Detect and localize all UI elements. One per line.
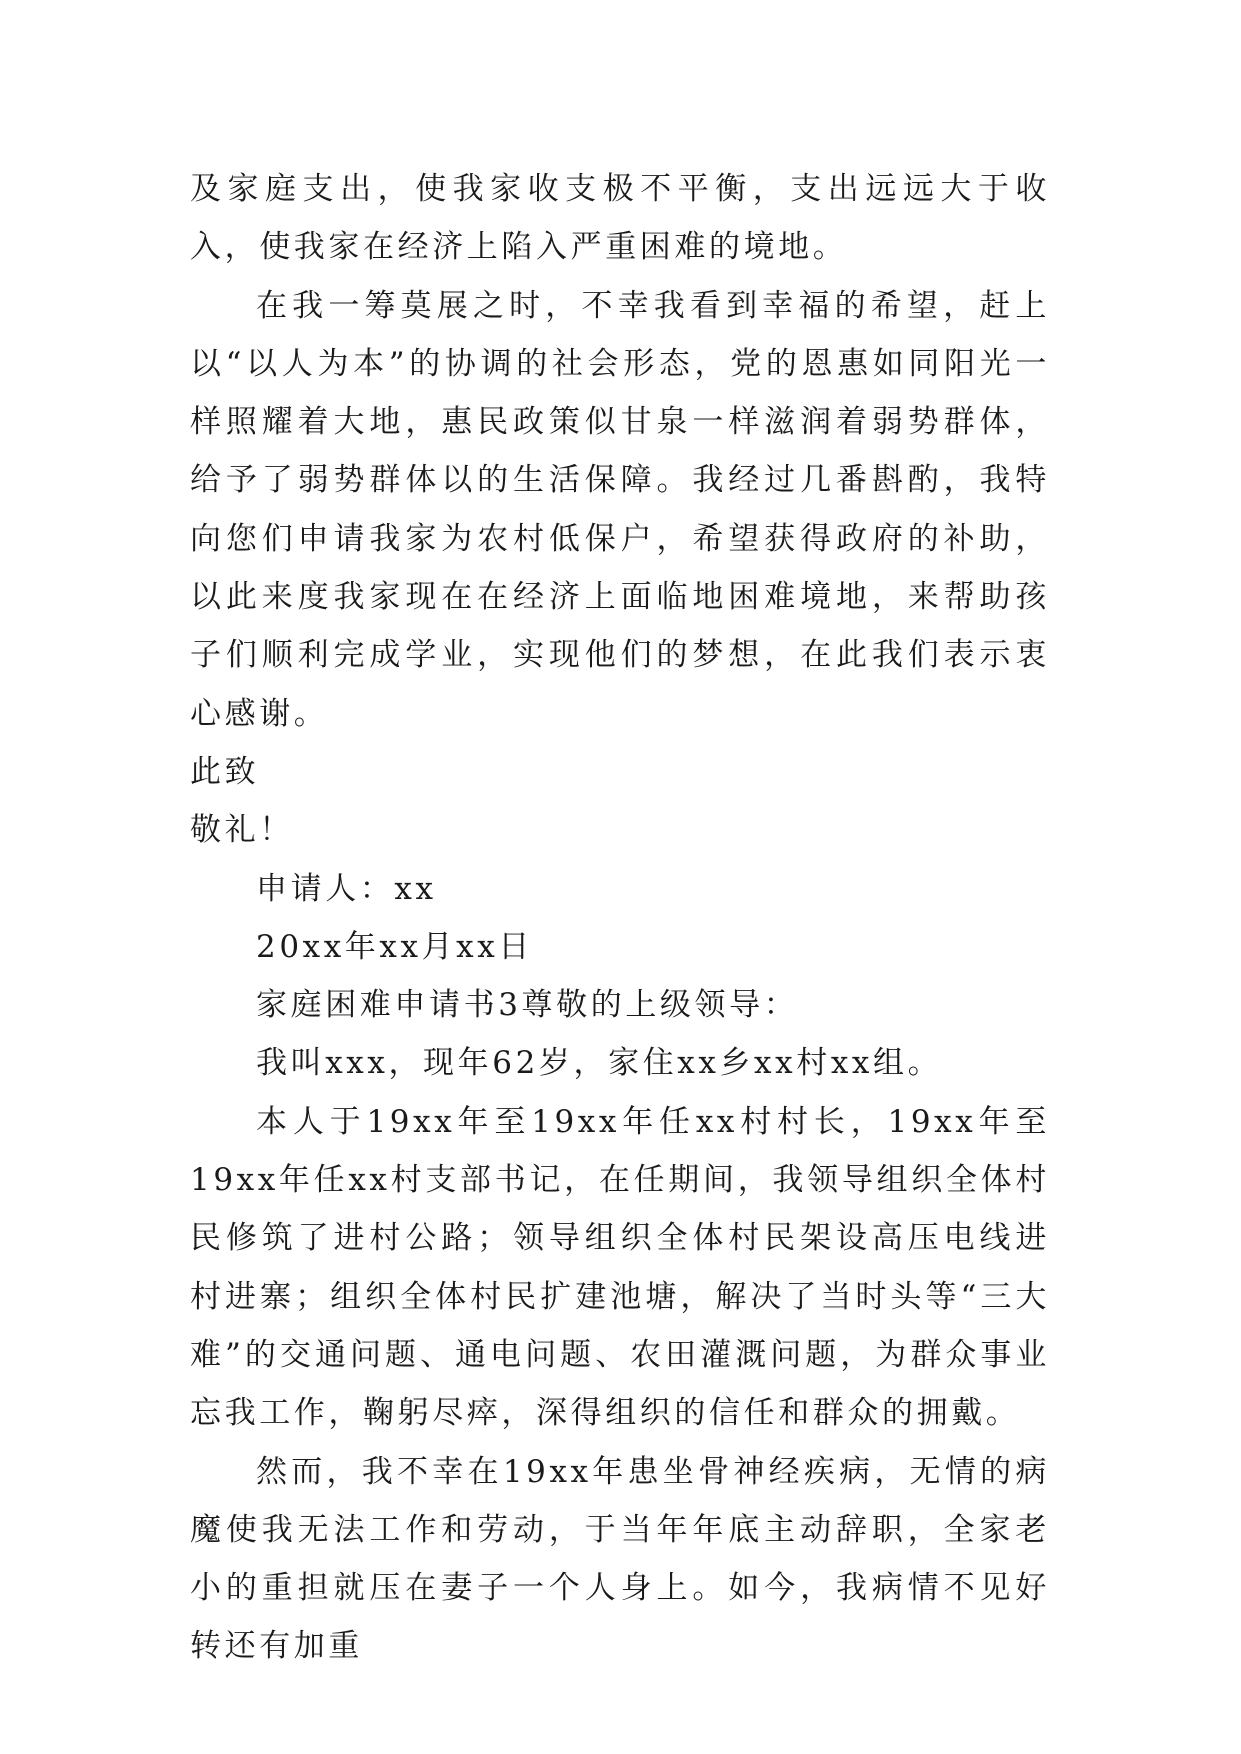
paragraph-work-history: 本人于19xx年至19xx年任xx村村长，19xx年至19xx年任xx村支部书记，在任期间，我领导组织全体村民修筑了进村公路；领导组织全体村民架设高压电线进村进寨；组织全体村民扩建池塘，解决了当时头等“三大难”的交通问题、通电问题、农田灌溉问题，为群众事业忘我工作，鞠躬尽瘁，深得组织的信任和群众的拥戴。 (190, 1103, 1050, 1432)
paragraph-self-introduction: 我叫xxx，现年62岁，家住xx乡xx村xx组。 (256, 1045, 943, 1082)
paragraph-expense-continuation: 及家庭支出，使我家收支极不平衡，支出远远大于收入，使我家在经济上陷入严重困难的境地。 (190, 171, 1050, 266)
paragraph-application-request: 在我一筹莫展之时，不幸我看到幸福的希望，赶上以“以人为本”的协调的社会形态，党的恩惠如同阳光一样照耀着大地，惠民政策似甘泉一样滋润着弱势群体，给予了弱势群体以的生活保障。我经过几番斟酌，我特向您们申请我家为农村低保户，希望获得政府的补助，以此来度我家现在在经济上面临地困难境地，来帮助孩子们顺利完成学业，实现他们的梦想，在此我们表示衷心感谢。 (190, 287, 1050, 732)
letter-3-salutation: 家庭困难申请书3尊敬的上级领导： (256, 987, 799, 1024)
date-line: 20xx年xx月xx日 (256, 928, 533, 965)
applicant-line: 申请人：xx (256, 870, 437, 907)
paragraph-illness: 然而，我不幸在19xx年患坐骨神经疾病，无情的病魔使我无法工作和劳动，于当年年底主动辞职，全家老小的重担就压在妻子一个人身上。如今，我病情不见好转还有加重 (190, 1453, 1050, 1665)
document-body (190, 160, 1050, 1676)
closing-salute: 敬礼！ (190, 812, 294, 849)
closing-greeting: 此致 (190, 753, 260, 790)
